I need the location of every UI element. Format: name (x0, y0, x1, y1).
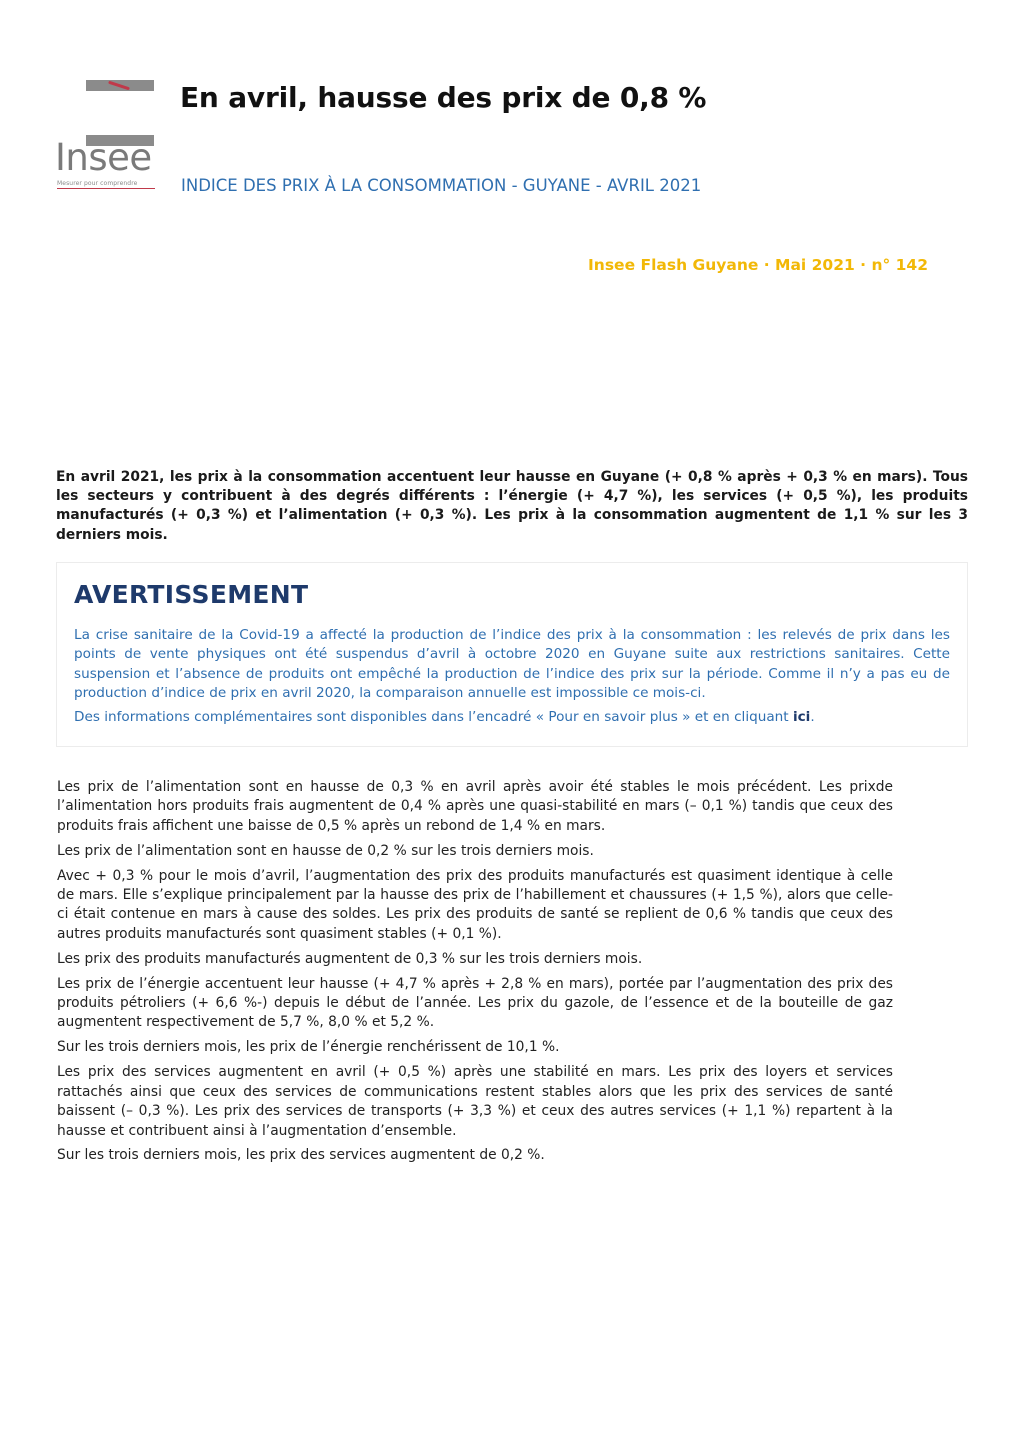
warning-body: La crise sanitaire de la Covid-19 a affecté la production de l’indice des prix à la consommation : les relevés de prix dans les points de vente physiques ont été suspendus d’avril à octobre 2020 en Guyane suite aux restrictions sanitaires. Cette suspension et l’absence de produits ont empêché la production de l’indice des prix sur la période. Comme il n’y a pas eu de production d’indice de prix en avril 2020, la comparaison annuelle est impossible ce mois-ci. (74, 627, 950, 701)
warning-box (56, 562, 968, 747)
more-info-link[interactable]: ici (792, 709, 811, 726)
paragraph-manufactured-3months: Les prix des produits manufacturés augmentent de 0,3 % sur les trois derniers mois. (57, 950, 643, 967)
paragraph-food: Les prix de l’alimentation sont en hausse de 0,3 % en avril après avoir été stables le mois précédent. Les prixde l’alimentation hors produits frais augmentent de 0,4 % après une quasi-stabilité en mars (– 0,1 %) tandis que ceux des produits frais affichent une baisse de 0,5 % après un rebond de 1,4 % en mars. (57, 779, 893, 834)
lead-summary: En avril 2021, les prix à la consommation accentuent leur hausse en Guyane (+ 0,8 % après + 0,3 % en mars). Tous les secteurs y contribuent à des degrés différents : l’énergie (+ 4,7 %), les services (+ 0,5 %), les produits manufacturés (+ 0,3 %) et l’alimentation (+ 0,3 %). Les prix à la consommation augmentent de 1,1 % sur les 3 derniers mois. (56, 469, 968, 543)
warning-more-info (74, 708, 950, 727)
insee-logo (56, 78, 156, 193)
page-title: En avril, hausse des prix de 0,8 % (180, 81, 707, 114)
warning-title: AVERTISSEMENT (74, 580, 309, 609)
page-subtitle: INDICE DES PRIX À LA CONSOMMATION - GUYANE - AVRIL 2021 (181, 176, 702, 195)
logo-wordmark: Insee (55, 136, 152, 179)
logo-top-bar (86, 80, 154, 91)
paragraph-food-3months: Les prix de l’alimentation sont en hausse de 0,2 % sur les trois derniers mois. (57, 842, 594, 859)
paragraph-manufactured: Avec + 0,3 % pour le mois d’avril, l’augmentation des prix des produits manufacturés est quasiment identique à celle de mars. Elle s’explique principalement par la hausse des prix de l’habillement et chaussures (+ 1,5 %), alors que celle-ci était contenue en mars à cause des soldes. Les prix des produits de santé se replient de 0,6 % tandis que ceux des autres produits manufacturés sont quasiment stables (+ 0,1 %). (57, 867, 893, 942)
paragraph-energy: Les prix de l’énergie accentuent leur hausse (+ 4,7 % après + 2,8 % en mars), portée par l’augmentation des prix des produits pétroliers (+ 6,6 %-) depuis le début de l’année. Les prix du gazole, de l’essence et de la bouteille de gaz augmentent respectivement de 5,7 %, 8,0 % et 5,2 %. (57, 975, 893, 1031)
warning-more-text: Des informations complémentaires sont disponibles dans l’encadré « Pour en savoir plus » et en cliquant (74, 709, 793, 726)
article-body (57, 778, 893, 1171)
paragraph-services-3months: Sur les trois derniers mois, les prix des services augmentent de 0,2 %. (57, 1147, 545, 1164)
logo-red-stroke (108, 81, 130, 91)
publication-info: Insee Flash Guyane · Mai 2021 · n° 142 (588, 256, 928, 274)
warning-more-end: . (810, 709, 815, 726)
paragraph-services: Les prix des services augmentent en avril (+ 0,5 %) après une stabilité en mars. Les prix des loyers et services rattachés ainsi que ceux des services de communications restent stables alors que les prix des services de santé baissent (– 0,3 %). Les prix des services de transports (+ 3,3 %) et ceux des autres services (+ 1,1 %) repartent à la hausse et contribuent ainsi à l’augmentation d’ensemble. (57, 1064, 893, 1139)
paragraph-energy-3months: Sur les trois derniers mois, les prix de l’énergie renchérissent de 10,1 %. (57, 1039, 560, 1056)
logo-tagline: Mesurer pour comprendre (57, 180, 138, 187)
logo-tagline-underline (57, 188, 155, 189)
